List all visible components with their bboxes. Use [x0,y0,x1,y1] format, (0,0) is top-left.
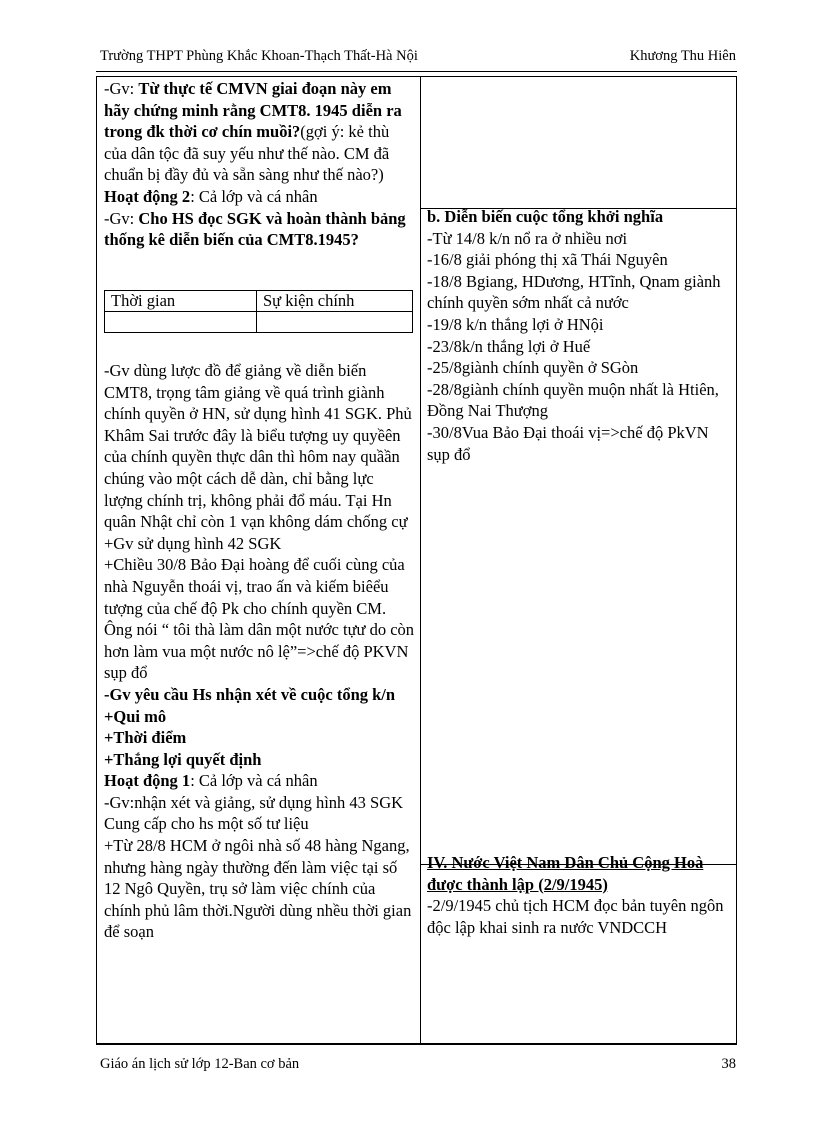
header-rule [96,71,737,72]
event-item: -16/8 giải phóng thị xã Thái Nguyên [427,250,668,270]
review-point: +Thắng lợi quyết định [104,749,262,769]
event-item: -18/8 Bgiang, HDương, HTĩnh, Qnam giành chính quyền sớm nhất cả nước [427,271,721,313]
event-item: -19/8 k/n thắng lợi ở HNội [427,314,604,334]
list-item: +Từ 28/8 HCM ở ngôi nhà số 48 hàng Ngang, nhưng hàng ngày thường đến làm việc tại số 12 Ngô Quyền, trụ sở làm việc chính của chính phủ lâm thời.Người dùng nhều thời gian để soạn [104,836,412,942]
header-author: Khương Thu Hiên [629,48,736,64]
review-task: -Gv yêu cầu Hs nhận xét về cuộc tổng k/n [104,684,396,704]
right-section-b [427,206,735,465]
list-item: Cung cấp cho hs một số tư liệu [104,814,309,834]
list-item: -Gv:nhận xét và giảng, sử dụng hình 43 SGK [104,792,404,812]
footer-rule [96,1044,737,1045]
empty-cell [105,312,257,333]
event-item: -30/8Vua Bảo Đại thoái vị=>chế độ PkVN sụp đổ [427,422,709,464]
task-2: -Gv: Cho HS đọc SGK và hoàn thành bảng thống kê diễn biến của CMT8.1945? [104,208,406,250]
list-item: +Gv sử dụng hình 42 SGK [104,533,282,553]
section-iv-title: IV. Nước Việt Nam Dân Chủ Cộng Hoà được thành lập (2/9/1945) [427,853,704,894]
event-item: -28/8giành chính quyền muộn nhất là Htiên, Đồng Nai Thượng [427,379,719,421]
list-item: +Chiều 30/8 Bảo Đại hoàng để cuối cùng của nhà Nguyễn thoái vị, trao ấn và kiếm biêểu tượng của chế độ Pk cho chính quyền CM. Ông nói “ tôi thà làm dân một nước tựư do còn hơn làm vua một nước nô lệ”=>chế độ PKVN sụp đổ [104,555,415,683]
review-point: +Thời điểm [104,728,187,748]
header-event: Sự kiện chính [257,291,413,312]
left-column-mid [104,360,416,943]
left-column-top [104,78,416,251]
activity-1: Hoạt động 1: Cả lớp và cá nhân [104,771,318,791]
event-item: -Từ 14/8 k/n nổ ra ở nhiều nơi [427,228,628,248]
header-time: Thời gian [105,291,257,312]
event-item: -23/8k/n thắng lợi ở Huế [427,336,591,356]
footer-title: Giáo án lịch sử lớp 12-Ban cơ bản [100,1056,300,1072]
column-divider [420,76,421,1044]
question-para: -Gv: Từ thực tế CMVN giai đoạn này em hãy chứng minh rằng CMT8. 1945 diễn ra trong đk thời cơ chín muồi?(gợi ý: kẻ thù của dân tộc đã suy yếu như thế nào. CM đã chuẩn bị đầy đủ và sẵn sàng như thế nào?) [104,79,402,185]
header-school: Trường THPT Phùng Khắc Khoan-Thạch Thất-Hà Nội [100,48,418,64]
activity-2: Hoạt động 2: Cả lớp và cá nhân [104,186,318,206]
empty-cell [257,312,413,333]
right-section-iv [427,852,735,938]
event-item: -25/8giành chính quyền ở SGòn [427,358,639,378]
review-point: +Qui mô [104,706,167,726]
section-iv-text: -2/9/1945 chủ tịch HCM đọc bản tuyên ngôn độc lập khai sinh ra nước VNDCCH [427,896,724,937]
section-b-title: b. Diễn biến cuộc tổng khởi nghĩa [427,207,664,226]
timeline-table [104,290,413,333]
map-explanation: -Gv dùng lược đồ để giảng về diễn biến CMT8, trọng tâm giảng về quá trình giành chính quyền ở HN, sử dụng hình 41 SGK. Phủ Khâm Sai trước đây là biểu tượng uy quyềên của chính quyền thực dân thì hôm nay quầần chúng vào một cách dễ dàn, chỉ bằng lực lượng chính trị, không phải đổ máu. Tại Hn quân Nhật chỉ còn 1 vạn không dám chống cự [104,361,412,532]
page-number: 38 [721,1056,736,1072]
